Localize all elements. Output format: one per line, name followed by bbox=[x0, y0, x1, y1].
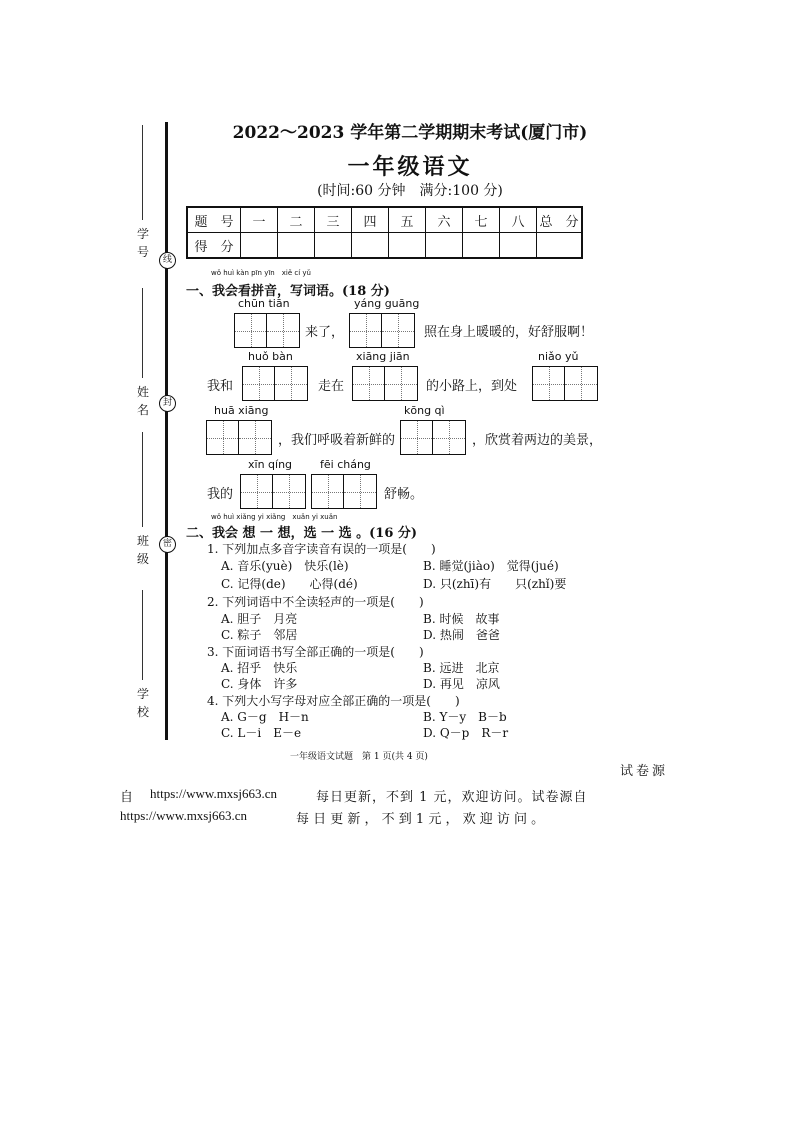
q2-option-c[interactable]: C. 粽子 邻居 bbox=[221, 628, 298, 642]
score-header-cell: 三 bbox=[315, 207, 352, 233]
q4-option-c[interactable]: C. L－i E－e bbox=[221, 726, 302, 740]
pinyin-huoban: huǒ bàn bbox=[248, 350, 293, 363]
seal-mark-mi: 密 bbox=[159, 536, 176, 553]
pinyin-xiangjian: xiāng jiān bbox=[356, 350, 410, 363]
class-rule bbox=[142, 432, 143, 527]
q4-option-b[interactable]: B. Y－y B－b bbox=[423, 710, 507, 724]
source-link-2[interactable]: https://www.mxsj663.cn bbox=[120, 808, 247, 823]
write-grid-yangguang[interactable] bbox=[349, 313, 415, 348]
score-header-cell: 一 bbox=[241, 207, 278, 233]
name-rule bbox=[142, 288, 143, 378]
score-header-cell: 五 bbox=[389, 207, 426, 233]
text-shuchang: 舒畅。 bbox=[384, 487, 424, 502]
text-zhaozai: 照在身上暖暖的，好舒服啊！ bbox=[424, 325, 594, 340]
source-text-1c: 每日更新，不到 1 元，欢迎访问。试卷源自 bbox=[316, 790, 588, 805]
q3-option-a[interactable]: A. 招乎 快乐 bbox=[221, 661, 298, 675]
q4-option-d[interactable]: D. Q－p R－r bbox=[423, 726, 509, 740]
score-header-cell: 二 bbox=[278, 207, 315, 233]
score-cell[interactable] bbox=[463, 233, 500, 259]
exam-info: (时间:60 分钟 满分:100 分) bbox=[317, 183, 503, 199]
write-grid-feichang[interactable] bbox=[311, 474, 377, 509]
score-header-cell: 题 号 bbox=[187, 207, 241, 233]
q1-option-c[interactable]: C. 记得(de) 心得(dé) bbox=[221, 577, 358, 591]
score-row-label: 得 分 bbox=[187, 233, 241, 259]
write-grid-xinqing[interactable] bbox=[240, 474, 306, 509]
q3-option-b[interactable]: B. 远进 北京 bbox=[423, 661, 500, 675]
question-3: 3. 下面词语书写全部正确的一项是( ) bbox=[207, 645, 424, 659]
text-laile: 来了， bbox=[305, 325, 345, 340]
q1-option-b[interactable]: B. 睡觉(jiào) 觉得(jué) bbox=[423, 559, 559, 573]
section2-pinyin: wǒ huì xiǎng yi xiǎng xuǎn yi xuǎn bbox=[211, 513, 338, 521]
write-grid-chuntian[interactable] bbox=[234, 313, 300, 348]
pinyin-feichang: fēi cháng bbox=[320, 458, 371, 471]
question-2: 2. 下列词语中不全读轻声的一项是( ) bbox=[207, 595, 424, 609]
q1-option-d[interactable]: D. 只(zhī)有 只(zhǐ)要 bbox=[423, 577, 567, 591]
pinyin-yangguang: yáng guāng bbox=[354, 297, 420, 310]
q2-option-b[interactable]: B. 时候 故事 bbox=[423, 612, 500, 626]
text-wohe: 我和 bbox=[207, 379, 234, 394]
q4-option-a[interactable]: A. G－g H－n bbox=[221, 710, 309, 724]
source-text-0: 试卷源 bbox=[620, 764, 669, 779]
question-4: 4. 下列大小写字母对应全部正确的一项是( ) bbox=[207, 694, 460, 708]
class-label: 班 级 bbox=[136, 534, 149, 566]
score-header-row bbox=[187, 207, 582, 233]
score-cell[interactable] bbox=[537, 233, 583, 259]
section1-pinyin: wǒ huì kàn pīn yīn xiě cí yǔ bbox=[211, 269, 311, 277]
score-header-cell: 四 bbox=[352, 207, 389, 233]
section1-title: 一、我会看拼音，写词语。(18 分) bbox=[186, 284, 390, 299]
pinyin-chuntian: chūn tiān bbox=[238, 297, 290, 310]
write-grid-niaoyu[interactable] bbox=[532, 366, 598, 401]
pinyin-kongqi: kōng qì bbox=[404, 404, 445, 417]
score-cell[interactable] bbox=[500, 233, 537, 259]
score-header-cell: 八 bbox=[500, 207, 537, 233]
score-cell[interactable] bbox=[352, 233, 389, 259]
source-text-2b: 每 日 更 新 ， 不 到 1 元 ， 欢 迎 访 问 。 bbox=[296, 812, 545, 827]
section2-title: 二、我会 想 一 想，选 一 选 。(16 分) bbox=[186, 526, 418, 541]
score-cell[interactable] bbox=[426, 233, 463, 259]
q2-option-d[interactable]: D. 热闹 爸爸 bbox=[423, 628, 500, 642]
score-cell[interactable] bbox=[278, 233, 315, 259]
text-xinshang: ，欣赏着两边的美景， bbox=[472, 433, 603, 448]
student-id-label: 学 号 bbox=[136, 227, 149, 259]
text-wode: 我的 bbox=[207, 487, 234, 502]
pinyin-niaoyu: niǎo yǔ bbox=[538, 350, 579, 363]
q3-option-c[interactable]: C. 身体 许多 bbox=[221, 677, 298, 691]
seal-mark-feng: 封 bbox=[159, 395, 176, 412]
page-footer: 一年级语文试题 第 1 页(共 4 页) bbox=[290, 752, 428, 762]
text-women: ，我们呼吸着新鲜的 bbox=[278, 433, 396, 448]
subject-title: 一年级语文 bbox=[347, 154, 473, 180]
school-rule bbox=[142, 590, 143, 680]
text-xiaolu: 的小路上，到处 bbox=[426, 379, 518, 394]
score-cell[interactable] bbox=[315, 233, 352, 259]
source-text-1a: 自 bbox=[120, 790, 134, 805]
q2-option-a[interactable]: A. 胆子 月亮 bbox=[221, 612, 298, 626]
score-header-cell: 七 bbox=[463, 207, 500, 233]
q1-option-a[interactable]: A. 音乐(yuè) 快乐(lè) bbox=[221, 559, 349, 573]
write-grid-huaxiang[interactable] bbox=[206, 420, 272, 455]
exam-title: 2022～2023 学年第二学期期末考试(厦门市) bbox=[232, 123, 588, 143]
school-label: 学 校 bbox=[136, 687, 149, 719]
score-header-cell: 六 bbox=[426, 207, 463, 233]
student-id-rule bbox=[142, 125, 143, 220]
write-grid-huoban[interactable] bbox=[242, 366, 308, 401]
source-link-1[interactable]: https://www.mxsj663.cn bbox=[150, 786, 277, 801]
write-grid-kongqi[interactable] bbox=[400, 420, 466, 455]
pinyin-xinqing: xīn qíng bbox=[248, 458, 293, 471]
text-zouzai: 走在 bbox=[318, 379, 345, 394]
score-header-cell: 总 分 bbox=[537, 207, 583, 233]
score-table bbox=[186, 206, 583, 259]
seal-mark-xian: 线 bbox=[159, 252, 176, 269]
pinyin-huaxiang: huā xiāng bbox=[214, 404, 269, 417]
binding-line bbox=[165, 122, 168, 740]
score-input-row bbox=[187, 233, 582, 259]
question-1: 1. 下列加点多音字读音有误的一项是( ) bbox=[207, 542, 436, 556]
score-cell[interactable] bbox=[241, 233, 278, 259]
score-cell[interactable] bbox=[389, 233, 426, 259]
write-grid-xiangjian[interactable] bbox=[352, 366, 418, 401]
q3-option-d[interactable]: D. 再见 凉风 bbox=[423, 677, 500, 691]
name-label: 姓 名 bbox=[136, 385, 149, 417]
